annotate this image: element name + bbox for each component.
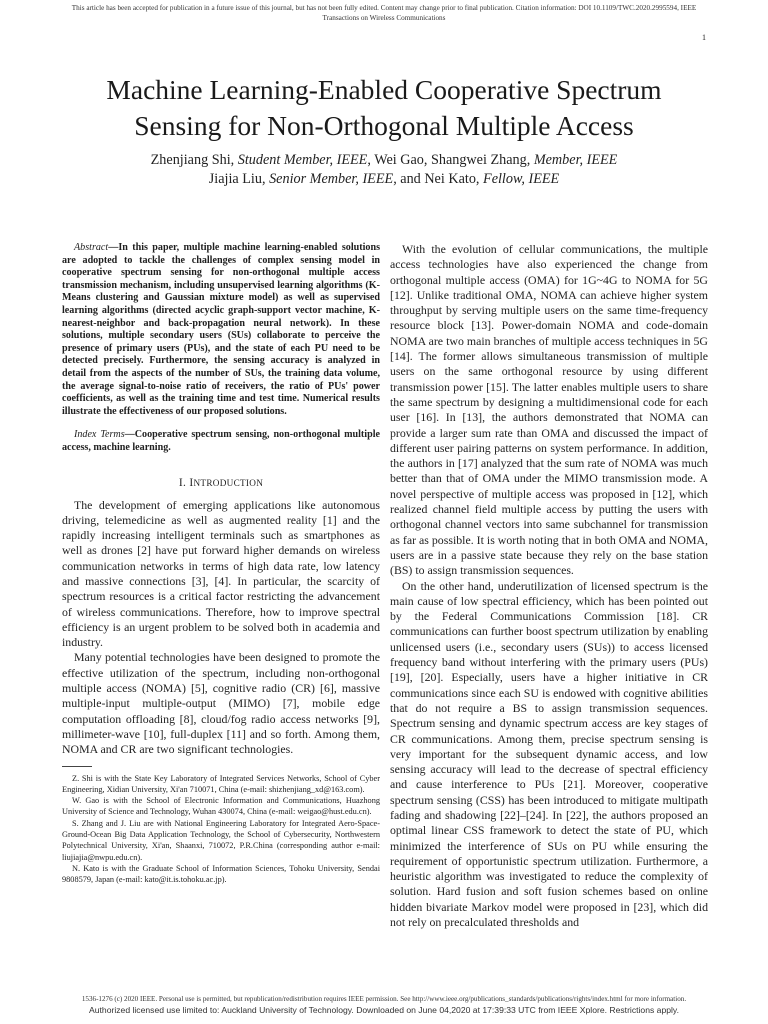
paper-title-line2: Sensing for Non-Orthogonal Multiple Access: [134, 110, 634, 141]
footnote: N. Kato is with the Graduate School of Information Sciences, Tohoku University, Sendai 9808579, Japan (e-mail: kato@it.is.tohoku.ac.jp).: [62, 863, 380, 885]
section-title-initial: I: [189, 476, 194, 489]
footnote: S. Zhang and J. Liu are with National Engineering Laboratory for Integrated Aero-Space-Ground-Ocean Big Data Application Technology, the School of Cybersecurity, Northwestern Polytechnical University, Xi'an, Shaanxi, 710072, P.R.China (corresponding author e-mail: liujiajia@nwpu.edu.cn).: [62, 818, 380, 862]
section-title-rest: NTRODUCTION: [193, 477, 264, 488]
index-terms-text: —Cooperative spectrum sensing, non-orthogonal multiple access, machine learning.: [62, 429, 380, 453]
author-text: , and Nei Kato,: [393, 171, 484, 187]
copyright-notice: 1536-1276 (c) 2020 IEEE. Personal use is permitted, but republication/redistribution requires IEEE permission. See http://www.ieee.org/publications_standards/publications/rights/index.html for more information.: [81, 995, 687, 1003]
index-terms-label: Index Terms: [74, 429, 125, 441]
author-text: Jiajia Liu,: [208, 171, 270, 187]
abstract-label: Abstract: [74, 242, 109, 253]
paragraph: Many potential technologies have been designed to promote the effective utilization of the spectrum, including non-orthogonal multiple access (NOMA) [5], cognitive radio (CR) [6], massive multiple-input multiple-output (MIMO) [7], mobile edge computation offloading [8], cloud/fog radio access networks [9], millimeter-wave [10], full-duplex [11] and so forth. Among them, NOMA and CR are two significant technologies.: [62, 650, 380, 757]
publication-notice: [0, 3, 768, 23]
paper-title-line1: Machine Learning-Enabled Cooperative Spectrum: [106, 74, 662, 105]
author-text: , Wei Gao, Shangwei Zhang,: [367, 152, 534, 168]
abstract-text: —In this paper, multiple machine learning-enabled solutions are adopted to tackle the challenges of complex sensing model in cooperative spectrum sensing for non-orthogonal multiple access transmission mechanism, including unsupervised learning algorithms (K-Means clustering and Gaussian mixture model) as well as supervised learning algorithms (directed acyclic graph-support vector machine, K-nearest-neighbor and back-propagation neural network). In these solutions, multiple secondary users (SUs) collaborate to perceive the presence of primary users (PUs), and the state of each PU need to be detected precisely. Furthermore, the sensing accuracy is analyzed in detail from the aspects of the number of SUs, the training data volume, the average signal-to-noise ratio of receivers, the ratio of PUs' power coefficients, as well as the training time and test time. Numerical results illustrate the effectiveness of our proposed solutions.: [62, 242, 380, 417]
author-role: Member, IEEE: [533, 152, 618, 168]
paragraph: The development of emerging applications like autonomous driving, telemedicine as well as augmented reality [1] and the rapidly increasing intelligent terminals such as smartphones as well as drones [2] have put forward higher demands on wireless communication networks in terms of high data rate, low latency and massive connections [3], [4]. In particular, the scarcity of spectrum resources is a critical factor restricting the advancement of wireless communications. Therefore, how to improve spectral efficiency is an urgent problem to be solved both in academia and industry.: [62, 497, 380, 650]
left-column: [62, 242, 380, 886]
author-role: Fellow, IEEE: [483, 171, 560, 187]
publication-notice-line2: Transactions on Wireless Communications: [322, 14, 446, 22]
author-role: Senior Member, IEEE: [269, 171, 394, 187]
section-heading: [62, 477, 380, 489]
footnote-rule: [62, 766, 92, 767]
publication-notice-line1: This article has been accepted for publication in a future issue of this journal, but has not been fully edited. Content may change prior to final publication. Citation information: DOI 10.1109/TWC.2020.2995594, IEEE: [71, 4, 697, 12]
license-notice: Authorized licensed use limited to: Auckland University of Technology. Downloaded on June 04,2020 at 17:39:33 UTC from IEEE Xplore. Restrictions apply.: [89, 1005, 679, 1015]
author-role: Student Member, IEEE: [237, 152, 368, 168]
section-number: I.: [178, 476, 190, 489]
author-line2: [40, 170, 728, 189]
page-number: 1: [702, 33, 706, 42]
paragraph: With the evolution of cellular communications, the multiple access technologies have also experienced the change from orthogonal multiple access (OMA) for 1G~4G to NOMA for 5G [12]. Unlike traditional OMA, NOMA can achieve higher system throughput by serving multiple users on the same time-frequency resource block [13]. Power-domain NOMA and code-domain NOMA are two main branches of multiple access techniques in 5G [14]. The former allows simultaneous transmission of multiple users on the same orthogonal resource by using different transmission power [15]. The latter enables multiple users to share the same spectrum by designing a multidimensional code for each user [16]. In [13], the authors demonstrated that NOMA can provide a larger sum rate than OMA and discussed the impact of different user pairing patterns on system performance. In addition, the authors in [17] analyzed that the sum rate of NOMA was much better than that of OMA under the MIMO transmission mode. A novel perspective of multiple access was proposed in [12], which realized channel field multiple access by putting the users with orthogonal channel vectors into same subchannel for transmission as far as possible. It is worth noting that in both OMA and NOMA, users are in a passive state because they rely on the base station (BS) to assign transmission sequences.: [390, 242, 708, 578]
author-list: [40, 151, 728, 189]
abstract: [62, 242, 380, 418]
author-line1: [40, 151, 728, 170]
footnote: W. Gao is with the School of Electronic Information and Communications, Huazhong University of Science and Technology, Wuhan 430074, China (e-mail: weigao@hust.edu.cn).: [62, 796, 380, 817]
index-terms: [62, 429, 380, 454]
author-text: Zhenjiang Shi,: [150, 152, 238, 168]
right-column: [390, 242, 708, 930]
paper-title: [40, 72, 728, 144]
footnote: Z. Shi is with the State Key Laboratory of Integrated Services Networks, School of Cyber Engineering, Xidian University, Xi'an 710071, China (e-mail: shizhenjiang_xd@163.com).: [62, 773, 380, 794]
paragraph: On the other hand, underutilization of licensed spectrum is the main cause of low spectral efficiency, which has been pointed out by the Federal Communications Commission [18]. CR communications can further boost spectrum utilization by enabling unlicensed users (i.e., secondary users (SUs)) to access licensed frequency band without interfering with the primary users (PUs) [19], [20]. Especially, users have a higher initiative in CR communications since each SU is endowed with cognitive abilities that do not require a BS to assign transmission sequences. Spectrum sensing and dynamic spectrum access are key stages of CR communications. Among them, precise spectrum sensing is very important for the subsequent dynamic access, and low sensing accuracy will lead to the decrease of spectral efficiency and cause interference to PUs [21]. Moreover, cooperative spectrum sensing (CSS) has been introduced to mitigate multipath fading and shadowing [22]–[24]. In [22], the authors proposed an optimal linear CSS framework to detect the state of PU, which minimized the interference of SUs on PU while ensuring the requirement of opportunistic spectrum utilization. Furthermore, a heuristic algorithm was investigated to reduce the complexity of solution. Hard fusion and soft fusion schemes based on online hidden bivariate Markov model were proposed in [23], which did not rely on precalculated thresholds and: [390, 578, 708, 930]
